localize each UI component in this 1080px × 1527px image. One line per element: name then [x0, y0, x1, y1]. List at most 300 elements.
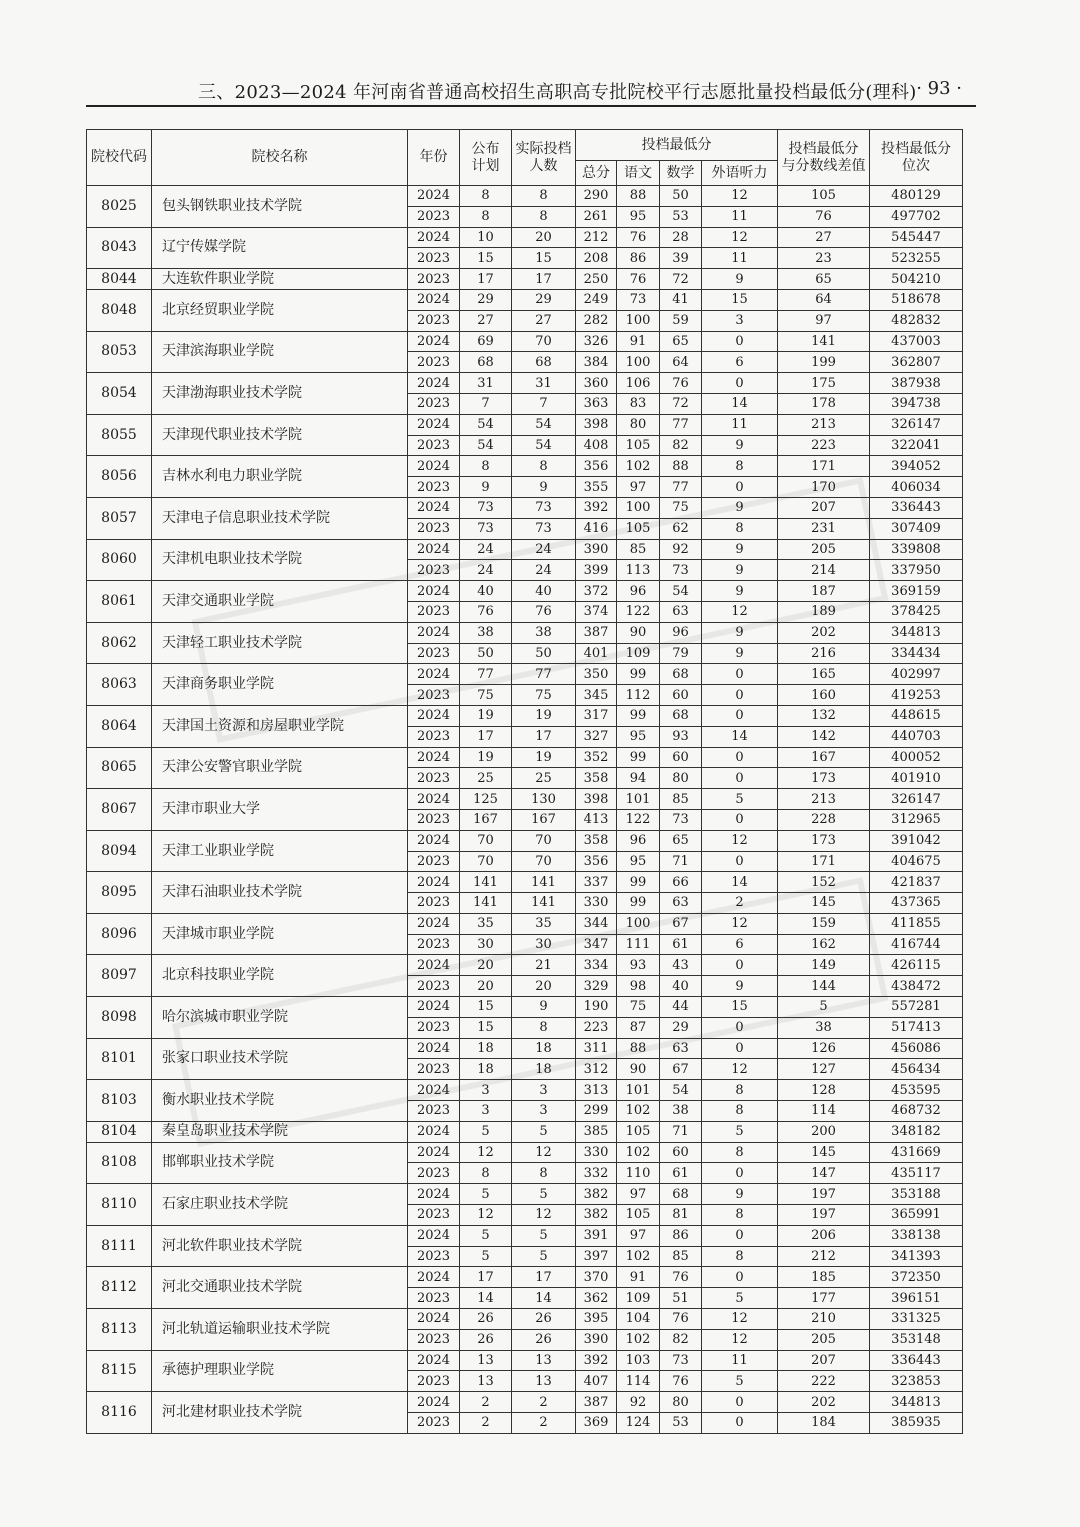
cell-chinese: 102 [617, 1142, 660, 1163]
cell-rank: 394738 [870, 393, 963, 414]
cell-year: 2023 [408, 685, 460, 706]
cell-total: 332 [576, 1163, 617, 1184]
cell-chinese: 76 [617, 269, 660, 290]
cell-rank: 334434 [870, 643, 963, 664]
cell-math: 77 [660, 414, 702, 435]
cell-actual: 24 [512, 539, 576, 560]
cell-foreign: 11 [702, 414, 778, 435]
cell-foreign: 0 [702, 768, 778, 789]
cell-plan: 17 [460, 726, 512, 747]
table-row [87, 747, 963, 768]
school-code: 8110 [87, 1184, 152, 1226]
cell-plan: 75 [460, 685, 512, 706]
school-code: 8112 [87, 1267, 152, 1309]
cell-rank: 497702 [870, 206, 963, 227]
cell-chinese: 114 [617, 1371, 660, 1392]
cell-math: 41 [660, 289, 702, 310]
school-code: 8053 [87, 331, 152, 373]
school-code: 8060 [87, 539, 152, 581]
cell-total: 311 [576, 1038, 617, 1059]
cell-rank: 326147 [870, 414, 963, 435]
cell-actual: 130 [512, 789, 576, 810]
cell-total: 282 [576, 310, 617, 331]
cell-total: 358 [576, 768, 617, 789]
cell-plan: 13 [460, 1350, 512, 1371]
school-name: 天津工业职业学院 [152, 830, 408, 872]
cell-math: 85 [660, 1246, 702, 1267]
cell-diff: 213 [778, 789, 870, 810]
cell-math: 96 [660, 622, 702, 643]
cell-total: 334 [576, 955, 617, 976]
cell-plan: 77 [460, 664, 512, 685]
page-title: 三、2023—2024 年河南省普通高校招生高职高专批院校平行志愿批量投档最低分(理科) [198, 82, 917, 103]
school-code: 8101 [87, 1038, 152, 1080]
cell-total: 387 [576, 1392, 617, 1413]
cell-year: 2023 [408, 851, 460, 872]
cell-year: 2024 [408, 331, 460, 352]
cell-plan: 15 [460, 1017, 512, 1038]
cell-actual: 141 [512, 872, 576, 893]
cell-year: 2024 [408, 1142, 460, 1163]
cell-chinese: 91 [617, 331, 660, 352]
cell-rank: 369159 [870, 581, 963, 602]
cell-year: 2023 [408, 1205, 460, 1226]
cell-year: 2023 [408, 1163, 460, 1184]
cell-diff: 199 [778, 352, 870, 373]
cell-rank: 406034 [870, 477, 963, 498]
school-code: 8108 [87, 1142, 152, 1184]
cell-plan: 19 [460, 747, 512, 768]
cell-actual: 5 [512, 1246, 576, 1267]
cell-diff: 216 [778, 643, 870, 664]
cell-foreign: 0 [702, 747, 778, 768]
cell-total: 370 [576, 1267, 617, 1288]
cell-rank: 557281 [870, 997, 963, 1018]
table-header-row [87, 130, 963, 161]
cell-diff: 187 [778, 581, 870, 602]
school-name: 天津机电职业技术学院 [152, 539, 408, 581]
page-number: · 93 · [916, 78, 962, 99]
cell-actual: 54 [512, 414, 576, 435]
cell-chinese: 122 [617, 601, 660, 622]
cell-actual: 73 [512, 497, 576, 518]
cell-diff: 177 [778, 1288, 870, 1309]
cell-total: 337 [576, 872, 617, 893]
cell-year: 2023 [408, 560, 460, 581]
school-code: 8094 [87, 830, 152, 872]
school-name: 哈尔滨城市职业学院 [152, 997, 408, 1039]
cell-total: 358 [576, 830, 617, 851]
cell-total: 330 [576, 1142, 617, 1163]
cell-foreign: 14 [702, 726, 778, 747]
cell-plan: 141 [460, 872, 512, 893]
cell-diff: 185 [778, 1267, 870, 1288]
cell-chinese: 75 [617, 997, 660, 1018]
cell-year: 2024 [408, 539, 460, 560]
cell-math: 82 [660, 1329, 702, 1350]
cell-chinese: 83 [617, 393, 660, 414]
school-name: 河北软件职业技术学院 [152, 1225, 408, 1267]
school-code: 8116 [87, 1392, 152, 1434]
cell-diff: 38 [778, 1017, 870, 1038]
cell-year: 2024 [408, 289, 460, 310]
cell-rank: 307409 [870, 518, 963, 539]
cell-foreign: 12 [702, 227, 778, 248]
cell-rank: 437003 [870, 331, 963, 352]
cell-year: 2024 [408, 664, 460, 685]
school-name: 辽宁传媒学院 [152, 227, 408, 269]
cell-chinese: 102 [617, 1329, 660, 1350]
cell-chinese: 94 [617, 768, 660, 789]
cell-diff: 210 [778, 1309, 870, 1330]
cell-year: 2024 [408, 1350, 460, 1371]
cell-rank: 504210 [870, 269, 963, 290]
cell-actual: 5 [512, 1121, 576, 1142]
cell-math: 39 [660, 248, 702, 269]
cell-diff: 206 [778, 1225, 870, 1246]
cell-rank: 339808 [870, 539, 963, 560]
cell-foreign: 0 [702, 1392, 778, 1413]
cell-total: 408 [576, 435, 617, 456]
cell-chinese: 96 [617, 830, 660, 851]
cell-diff: 105 [778, 186, 870, 207]
cell-foreign: 0 [702, 685, 778, 706]
cell-chinese: 85 [617, 539, 660, 560]
cell-foreign: 0 [702, 331, 778, 352]
cell-plan: 54 [460, 414, 512, 435]
cell-foreign: 9 [702, 560, 778, 581]
cell-actual: 26 [512, 1309, 576, 1330]
cell-chinese: 80 [617, 414, 660, 435]
table-row [87, 414, 963, 435]
cell-chinese: 101 [617, 1080, 660, 1101]
cell-foreign: 5 [702, 1121, 778, 1142]
cell-math: 81 [660, 1205, 702, 1226]
cell-total: 384 [576, 352, 617, 373]
school-name: 秦皇岛职业技术学院 [152, 1121, 408, 1142]
cell-plan: 8 [460, 456, 512, 477]
cell-total: 362 [576, 1288, 617, 1309]
cell-foreign: 9 [702, 497, 778, 518]
cell-chinese: 87 [617, 1017, 660, 1038]
table-row [87, 622, 963, 643]
cell-diff: 200 [778, 1121, 870, 1142]
cell-year: 2023 [408, 248, 460, 269]
cell-year: 2024 [408, 227, 460, 248]
cell-total: 390 [576, 1329, 617, 1350]
cell-year: 2023 [408, 1101, 460, 1122]
cell-chinese: 97 [617, 1225, 660, 1246]
cell-actual: 75 [512, 685, 576, 706]
school-code: 8043 [87, 227, 152, 269]
cell-math: 50 [660, 186, 702, 207]
cell-year: 2023 [408, 726, 460, 747]
cell-diff: 65 [778, 269, 870, 290]
cell-plan: 5 [460, 1184, 512, 1205]
cell-diff: 64 [778, 289, 870, 310]
cell-actual: 5 [512, 1225, 576, 1246]
school-code: 8061 [87, 581, 152, 623]
cell-total: 312 [576, 1059, 617, 1080]
cell-chinese: 106 [617, 373, 660, 394]
cell-math: 53 [660, 206, 702, 227]
cell-math: 73 [660, 560, 702, 581]
cell-foreign: 8 [702, 1246, 778, 1267]
cell-total: 363 [576, 393, 617, 414]
cell-rank: 419253 [870, 685, 963, 706]
cell-math: 54 [660, 1080, 702, 1101]
school-code: 8054 [87, 373, 152, 415]
table-row [87, 497, 963, 518]
cell-year: 2024 [408, 1225, 460, 1246]
cell-rank: 385935 [870, 1413, 963, 1434]
table-row [87, 1080, 963, 1101]
cell-actual: 27 [512, 310, 576, 331]
cell-plan: 38 [460, 622, 512, 643]
table-row [87, 1392, 963, 1413]
cell-diff: 145 [778, 893, 870, 914]
cell-foreign: 12 [702, 601, 778, 622]
cell-foreign: 0 [702, 477, 778, 498]
school-name: 包头钢铁职业技术学院 [152, 186, 408, 228]
cell-foreign: 12 [702, 1059, 778, 1080]
cell-rank: 337950 [870, 560, 963, 581]
cell-math: 60 [660, 685, 702, 706]
cell-plan: 24 [460, 539, 512, 560]
cell-rank: 341393 [870, 1246, 963, 1267]
cell-diff: 202 [778, 622, 870, 643]
cell-plan: 12 [460, 1142, 512, 1163]
cell-math: 65 [660, 830, 702, 851]
cell-diff: 175 [778, 373, 870, 394]
cell-rank: 518678 [870, 289, 963, 310]
school-name: 天津电子信息职业技术学院 [152, 497, 408, 539]
cell-foreign: 9 [702, 643, 778, 664]
header-code: 院校代码 [87, 130, 152, 186]
cell-diff: 132 [778, 705, 870, 726]
cell-chinese: 100 [617, 352, 660, 373]
cell-rank: 517413 [870, 1017, 963, 1038]
cell-chinese: 88 [617, 1038, 660, 1059]
cell-actual: 12 [512, 1205, 576, 1226]
cell-chinese: 102 [617, 456, 660, 477]
cell-diff: 173 [778, 830, 870, 851]
cell-math: 53 [660, 1413, 702, 1434]
cell-total: 372 [576, 581, 617, 602]
cell-plan: 40 [460, 581, 512, 602]
cell-chinese: 73 [617, 289, 660, 310]
cell-actual: 12 [512, 1142, 576, 1163]
table-row [87, 1309, 963, 1330]
school-name: 天津渤海职业技术学院 [152, 373, 408, 415]
cell-chinese: 99 [617, 705, 660, 726]
score-table [86, 129, 963, 1434]
cell-actual: 19 [512, 705, 576, 726]
cell-foreign: 0 [702, 705, 778, 726]
header-name: 院校名称 [152, 130, 408, 186]
cell-actual: 76 [512, 601, 576, 622]
cell-total: 382 [576, 1205, 617, 1226]
school-code: 8067 [87, 789, 152, 831]
cell-year: 2023 [408, 1059, 460, 1080]
cell-plan: 2 [460, 1392, 512, 1413]
cell-foreign: 8 [702, 1142, 778, 1163]
cell-diff: 222 [778, 1371, 870, 1392]
cell-year: 2023 [408, 269, 460, 290]
cell-math: 88 [660, 456, 702, 477]
cell-chinese: 100 [617, 497, 660, 518]
cell-math: 72 [660, 269, 702, 290]
cell-foreign: 0 [702, 664, 778, 685]
cell-rank: 438472 [870, 976, 963, 997]
cell-actual: 7 [512, 393, 576, 414]
cell-rank: 411855 [870, 913, 963, 934]
cell-actual: 70 [512, 331, 576, 352]
cell-plan: 5 [460, 1246, 512, 1267]
cell-year: 2024 [408, 1392, 460, 1413]
table-row [87, 539, 963, 560]
cell-rank: 426115 [870, 955, 963, 976]
school-code: 8057 [87, 497, 152, 539]
cell-actual: 77 [512, 664, 576, 685]
cell-diff: 152 [778, 872, 870, 893]
cell-total: 387 [576, 622, 617, 643]
cell-year: 2024 [408, 1080, 460, 1101]
cell-foreign: 0 [702, 1225, 778, 1246]
cell-plan: 10 [460, 227, 512, 248]
cell-foreign: 0 [702, 1038, 778, 1059]
cell-plan: 125 [460, 789, 512, 810]
school-name: 河北交通职业技术学院 [152, 1267, 408, 1309]
school-name: 天津公安警官职业学院 [152, 747, 408, 789]
cell-rank: 437365 [870, 893, 963, 914]
cell-chinese: 122 [617, 809, 660, 830]
cell-foreign: 15 [702, 289, 778, 310]
cell-rank: 336443 [870, 1350, 963, 1371]
cell-chinese: 100 [617, 913, 660, 934]
cell-actual: 8 [512, 1017, 576, 1038]
cell-plan: 54 [460, 435, 512, 456]
cell-total: 352 [576, 747, 617, 768]
cell-year: 2023 [408, 809, 460, 830]
cell-year: 2024 [408, 622, 460, 643]
school-code: 8065 [87, 747, 152, 789]
cell-foreign: 11 [702, 206, 778, 227]
school-code: 8064 [87, 705, 152, 747]
table-body [87, 186, 963, 1434]
cell-plan: 76 [460, 601, 512, 622]
cell-total: 317 [576, 705, 617, 726]
cell-actual: 31 [512, 373, 576, 394]
cell-rank: 440703 [870, 726, 963, 747]
cell-foreign: 11 [702, 1350, 778, 1371]
header-year: 年份 [408, 130, 460, 186]
cell-diff: 165 [778, 664, 870, 685]
cell-math: 51 [660, 1288, 702, 1309]
cell-year: 2024 [408, 997, 460, 1018]
cell-plan: 26 [460, 1329, 512, 1350]
cell-actual: 24 [512, 560, 576, 581]
cell-total: 392 [576, 497, 617, 518]
cell-rank: 331325 [870, 1309, 963, 1330]
cell-diff: 167 [778, 747, 870, 768]
cell-actual: 30 [512, 934, 576, 955]
cell-year: 2023 [408, 1329, 460, 1350]
cell-rank: 435117 [870, 1163, 963, 1184]
cell-math: 67 [660, 1059, 702, 1080]
cell-math: 71 [660, 851, 702, 872]
cell-math: 73 [660, 1350, 702, 1371]
cell-plan: 70 [460, 851, 512, 872]
cell-diff: 162 [778, 934, 870, 955]
table-row [87, 789, 963, 810]
cell-rank: 336443 [870, 497, 963, 518]
cell-year: 2023 [408, 1246, 460, 1267]
cell-total: 250 [576, 269, 617, 290]
cell-diff: 184 [778, 1413, 870, 1434]
table-row [87, 1038, 963, 1059]
school-name: 河北轨道运输职业技术学院 [152, 1309, 408, 1351]
cell-year: 2024 [408, 1309, 460, 1330]
cell-math: 77 [660, 477, 702, 498]
cell-foreign: 6 [702, 352, 778, 373]
cell-diff: 147 [778, 1163, 870, 1184]
cell-total: 327 [576, 726, 617, 747]
cell-chinese: 105 [617, 518, 660, 539]
cell-year: 2024 [408, 705, 460, 726]
school-name: 邯郸职业技术学院 [152, 1142, 408, 1184]
cell-rank: 468732 [870, 1101, 963, 1122]
cell-diff: 76 [778, 206, 870, 227]
cell-foreign: 2 [702, 893, 778, 914]
cell-rank: 326147 [870, 789, 963, 810]
cell-actual: 29 [512, 289, 576, 310]
cell-plan: 17 [460, 269, 512, 290]
cell-year: 2023 [408, 643, 460, 664]
cell-total: 395 [576, 1309, 617, 1330]
cell-foreign: 15 [702, 997, 778, 1018]
cell-foreign: 12 [702, 186, 778, 207]
cell-plan: 68 [460, 352, 512, 373]
header-divider [86, 105, 976, 107]
cell-total: 330 [576, 893, 617, 914]
cell-chinese: 102 [617, 1101, 660, 1122]
cell-plan: 9 [460, 477, 512, 498]
cell-actual: 40 [512, 581, 576, 602]
cell-year: 2023 [408, 477, 460, 498]
school-name: 吉林水利电力职业学院 [152, 456, 408, 498]
cell-year: 2024 [408, 747, 460, 768]
cell-foreign: 0 [702, 373, 778, 394]
cell-plan: 15 [460, 248, 512, 269]
table-row [87, 1184, 963, 1205]
table-row [87, 1225, 963, 1246]
header-plan: 公布 计划 [460, 130, 512, 186]
table-row [87, 664, 963, 685]
cell-diff: 223 [778, 435, 870, 456]
cell-foreign: 0 [702, 955, 778, 976]
school-name: 天津滨海职业学院 [152, 331, 408, 373]
cell-plan: 141 [460, 893, 512, 914]
cell-chinese: 99 [617, 664, 660, 685]
cell-actual: 17 [512, 726, 576, 747]
cell-diff: 207 [778, 497, 870, 518]
cell-diff: 171 [778, 456, 870, 477]
header-chinese: 语文 [617, 161, 660, 186]
cell-diff: 170 [778, 477, 870, 498]
cell-diff: 144 [778, 976, 870, 997]
cell-math: 62 [660, 518, 702, 539]
